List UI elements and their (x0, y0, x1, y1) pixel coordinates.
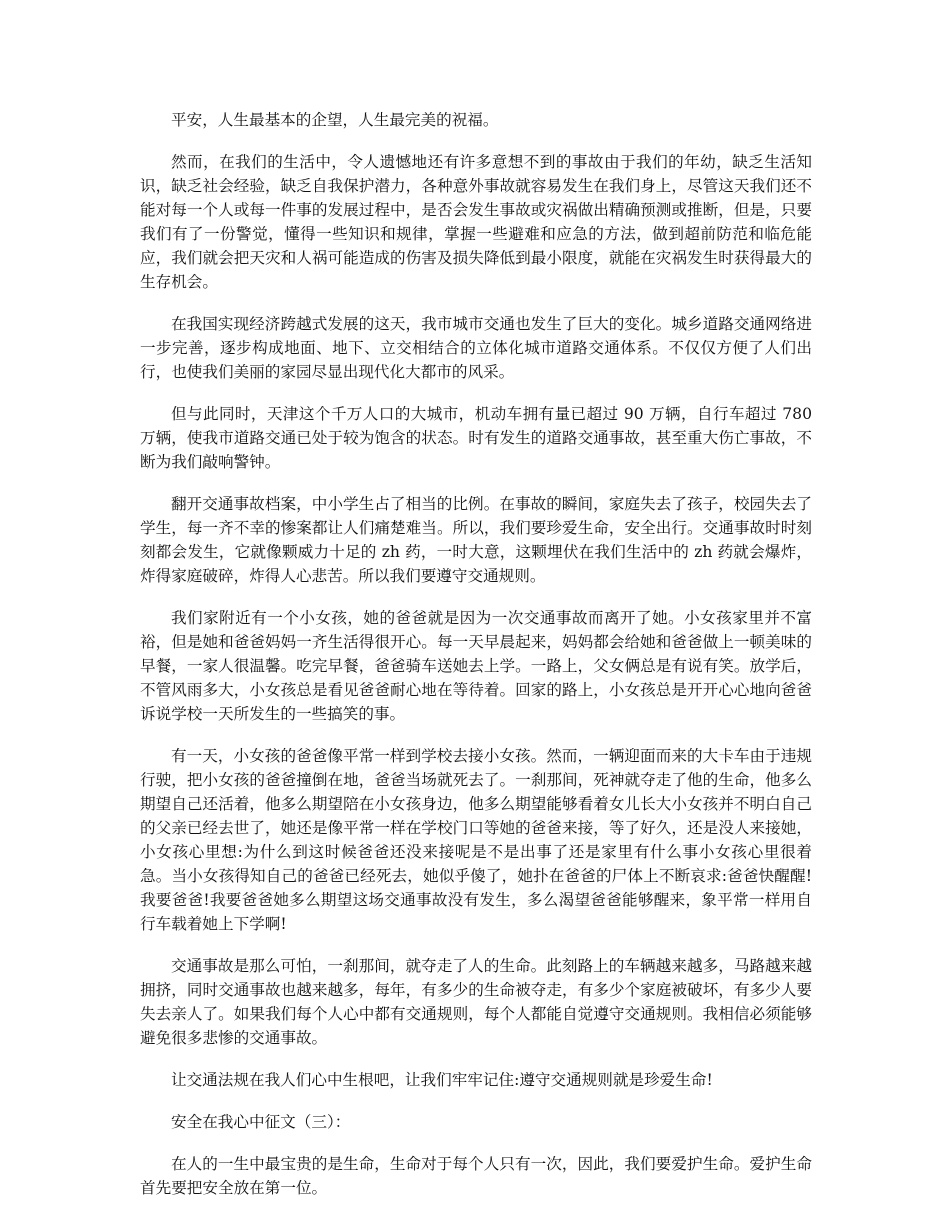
paragraph-7: 有一天，小女孩的爸爸像平常一样到学校去接小女孩。然而，一辆迎面而来的大卡车由于违规行驶，把小女孩的爸爸撞倒在地，爸爸当场就死去了。一刹那间，死神就夺走了他的生命，他多么期望自己还活着，他多么期望陪在小女孩身边，他多么期望能够看着女儿长大小女孩并不明白自己的父亲已经去世了，她还是像平常一样在学校门口等她的爸爸来接，等了好久，还是没人来接她，小女孩心里想:为什么到这时候爸爸还没来接呢是不是出事了还是家里有什么事小女孩心里很着急。当小女孩得知自己的爸爸已经死去，她似乎傻了，她扑在爸爸的尸体上不断哀求:爸爸快醒醒!我要爸爸!我要爸爸她多么期望这场交通事故没有发生，多么渴望爸爸能够醒来，象平常一样用自行车载着她上下学啊! (140, 747, 812, 933)
paragraph-6: 我们家附近有一个小女孩，她的爸爸就是因为一次交通事故而离开了她。小女孩家里并不富裕，但是她和爸爸妈妈一齐生活得很开心。每一天早晨起来，妈妈都会给她和爸爸做上一顿美味的早餐，一家人很温馨。吃完早餐，爸爸骑车送她去上学。一路上，父女俩总是有说有笑。放学后，不管风雨多大，小女孩总是看见爸爸耐心地在等待着。回家的路上，小女孩总是开开心心地向爸爸诉说学校一天所发生的一些搞笑的事。 (140, 609, 812, 723)
document-page (140, 108, 812, 1200)
paragraph-1: 平安，人生最基本的企望，人生最完美的祝福。 (171, 111, 499, 129)
section-heading: 安全在我心中征文（三）： (171, 1113, 351, 1131)
paragraph-4: 但与此同时，天津这个千万人口的大城市，机动车拥有量已超过 90 万辆，自行车超过 780 万辆，使我市道路交通已处于较为饱含的状态。时有发生的道路交通事故，甚至重大伤亡事故，不断为我们敲响警钟。 (140, 405, 812, 471)
paragraph-3: 在我国实现经济跨越式发展的这天，我市城市交通也发生了巨大的变化。城乡道路交通网络进一步完善，逐步构成地面、地下、立交相结合的立体化城市道路交通体系。不仅仅方便了人们出行，也使我们美丽的家园尽显出现代化大都市的风采。 (140, 315, 812, 381)
paragraph-5: 翻开交通事故档案，中小学生占了相当的比例。在事故的瞬间，家庭失去了孩子，校园失去了学生，每一齐不幸的惨案都让人们痛楚难当。所以，我们要珍爱生命，安全出行。交通事故时时刻刻都会发生，它就像颗威力十足的 zh 药，一时大意，这颗埋伏在我们生活中的 zh 药就会爆炸，炸得家庭破碎，炸得人心悲苦。所以我们要遵守交通规则。 (140, 495, 812, 585)
paragraph-2: 然而，在我们的生活中，令人遗憾地还有许多意想不到的事故由于我们的年幼，缺乏生活知识，缺乏社会经验，缺乏自我保护潜力，各种意外事故就容易发生在我们身上，尽管这天我们还不能对每一个人或每一件事的发展过程中，是否会发生事故或灾祸做出精确预测或推断，但是，只要我们有了一份警觉，懂得一些知识和规律，掌握一些避难和应急的方法，做到超前防范和临危能应，我们就会把天灾和人祸可能造成的伤害及损失降低到最小限度，就能在灾祸发生时获得最大的生存机会。 (140, 153, 812, 291)
paragraph-9: 让交通法规在我人们心中生根吧，让我们牢牢记住:遵守交通规则就是珍爱生命! (171, 1071, 713, 1089)
paragraph-10: 在人的一生中最宝贵的是生命，生命对于每个人只有一次，因此，我们要爱护生命。爱护生命首先要把安全放在第一位。 (140, 1155, 812, 1197)
paragraph-8: 交通事故是那么可怕，一刹那间，就夺走了人的生命。此刻路上的车辆越来越多，马路越来越拥挤，同时交通事故也越来越多，每年，有多少的生命被夺走，有多少个家庭被破坏，有多少人要失去亲人了。如果我们每个人心中都有交通规则，每个人都能自觉遵守交通规则。我相信必须能够避免很多悲惨的交通事故。 (140, 957, 812, 1047)
